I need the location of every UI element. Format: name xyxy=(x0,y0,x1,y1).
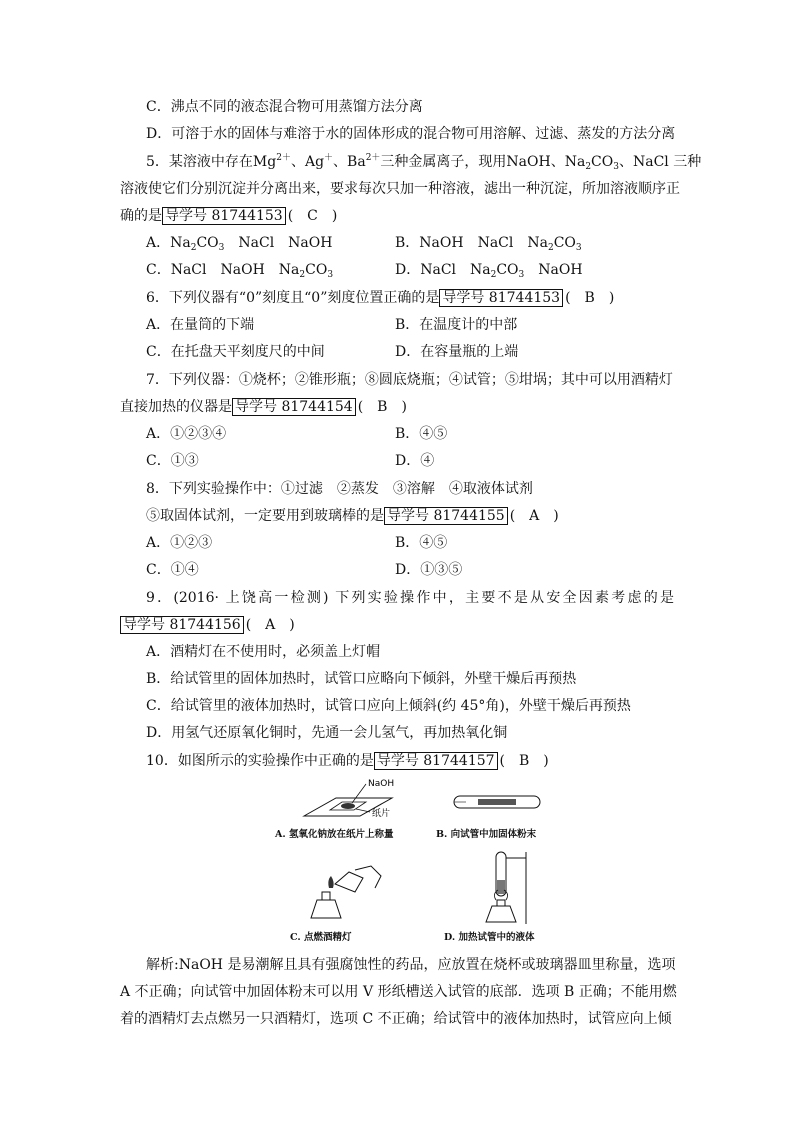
option-6c: C．在托盘天平刻度尺的中间 xyxy=(146,344,325,360)
answer: ( C ) xyxy=(287,208,338,224)
question-7-stem: 7．下列仪器：①烧杯；②锥形瓶；⑧圆底烧瓶；④试管；⑤坩埚；其中可以用酒精灯 xyxy=(146,372,673,388)
question-5-stem: 5．某溶液中存在$Mg^{2+}$、Ag＋、$Ba^{2+}$三种金属离子，现用NaOH、$Na_2CO_3$、NaCl 三种 xyxy=(146,153,702,172)
option-6a: A．在量筒的下端 xyxy=(146,317,255,333)
analysis-label: 解析: xyxy=(146,957,179,973)
option-6d: D．在容量瓶的上端 xyxy=(395,344,519,360)
option-8d: D．①③⑤ xyxy=(395,562,463,578)
analysis-line1: 解析:NaOH 是易潮解且具有强腐蚀性的药品，应放置在烧杯或玻璃器皿里称量，选项 xyxy=(146,957,676,973)
question-7-stem-line2: 直接加热的仪器是 导学号 81744154 ( B ) xyxy=(120,399,407,415)
caption-a: A. 氢氧化钠放在纸片上称量 xyxy=(275,829,394,840)
answer: ( B ) xyxy=(565,290,615,306)
option-7a: A．①②③④ xyxy=(146,426,227,442)
option-9d: D．用氢气还原氧化铜时，先通一会儿氢气，再加热氧化铜 xyxy=(146,725,508,741)
option-4d: D．可溶于水的固体与难溶于水的固体形成的混合物可用溶解、过滤、蒸发的方法分离 xyxy=(146,126,676,142)
option-8a: A．①②③ xyxy=(146,535,213,551)
analysis-line3: 着的酒精灯去点燃另一只酒精灯，选项 C 不正确；给试管中的液体加热时，试管应向上倾 xyxy=(120,1011,672,1027)
answer: ( A ) xyxy=(245,617,295,633)
option-5c: C．NaCl NaOH $Na_2CO_3$ xyxy=(146,262,334,280)
option-8b: B．④⑤ xyxy=(395,535,448,551)
option-9c: C．给试管里的液体加热时，试管口应向上倾斜(约 45°角)，外壁干燥后再预热 xyxy=(146,698,631,714)
option-9a: A．酒精灯在不使用时，必须盖上灯帽 xyxy=(146,644,381,660)
option-6b: B．在温度计的中部 xyxy=(395,317,518,333)
caption-d: D. 加热试管中的液体 xyxy=(444,932,535,943)
option-5a: A．$Na_2CO_3$ NaCl NaOH xyxy=(146,235,333,253)
answer: ( B ) xyxy=(499,753,549,769)
option-7b: B．④⑤ xyxy=(395,426,448,442)
option-8c: C．①④ xyxy=(146,562,199,578)
option-5d: D．NaCl $Na_2CO_3$ NaOH xyxy=(395,262,583,280)
caption-b: B. 向试管中加固体粉末 xyxy=(436,829,537,840)
question-5-stem-line3: 确的是 导学号 81744153 ( C ) xyxy=(120,208,338,224)
question-10-stem: 10．如图所示的实验操作中正确的是 导学号 81744157 ( B ) xyxy=(146,753,549,769)
question-8-stem: 8．下列实验操作中：①过滤 ②蒸发 ③溶解 ④取液体试剂 xyxy=(146,481,533,497)
option-7d: D．④ xyxy=(395,453,435,469)
fig-a-label-paper: 纸片 xyxy=(372,809,391,819)
option-5b: B．NaOH NaCl $Na_2CO_3$ xyxy=(395,235,582,253)
option-9b: B．给试管里的固体加热时，试管口应略向下倾斜，外壁干燥后再预热 xyxy=(146,671,577,687)
guide-number[interactable]: 导学号 81744153 xyxy=(162,207,286,225)
fig-a-label-naoh: NaOH xyxy=(368,779,395,789)
guide-number[interactable]: 导学号 81744154 xyxy=(232,398,356,416)
guide-number[interactable]: 导学号 81744157 xyxy=(374,752,498,770)
figure-d-heating-liquid xyxy=(478,850,538,926)
question-5-stem-line2: 溶液使它们分别沉淀并分离出来，要求每次只加一种溶液，滤出一种沉淀，所加溶液顺序正 xyxy=(120,181,680,197)
figure-c-alcohol-lamps xyxy=(305,862,385,924)
figure-b-test-tube-powder xyxy=(448,790,548,814)
caption-c: C. 点燃酒精灯 xyxy=(290,932,352,943)
question-9-stem: 9．(2016· 上饶高一检测) 下列实验操作中，主要不是从安全因素考虑的是 xyxy=(146,590,674,606)
figure-a-paper-weighing xyxy=(300,776,420,824)
answer: ( B ) xyxy=(357,399,407,415)
guide-number[interactable]: 导学号 81744153 xyxy=(439,289,563,307)
answer: ( A ) xyxy=(509,508,559,524)
option-4c: C．沸点不同的液态混合物可用蒸馏方法分离 xyxy=(146,99,423,115)
analysis-line2: A 不正确；向试管中加固体粉末可以用 V 形纸槽送入试管的底部．选项 B 正确；不能用燃 xyxy=(120,984,677,1000)
guide-number[interactable]: 导学号 81744156 xyxy=(120,616,244,634)
question-6-stem: 6．下列仪器有“0”刻度且“0”刻度位置正确的是 导学号 81744153 ( B ) xyxy=(146,290,615,306)
question-8-stem-line2: ⑤取固体试剂，一定要用到玻璃棒的是 导学号 81744155 ( A ) xyxy=(146,508,559,524)
option-7c: C．①③ xyxy=(146,453,199,469)
question-9-stem-line2 xyxy=(120,615,295,635)
guide-number[interactable]: 导学号 81744155 xyxy=(384,507,508,525)
